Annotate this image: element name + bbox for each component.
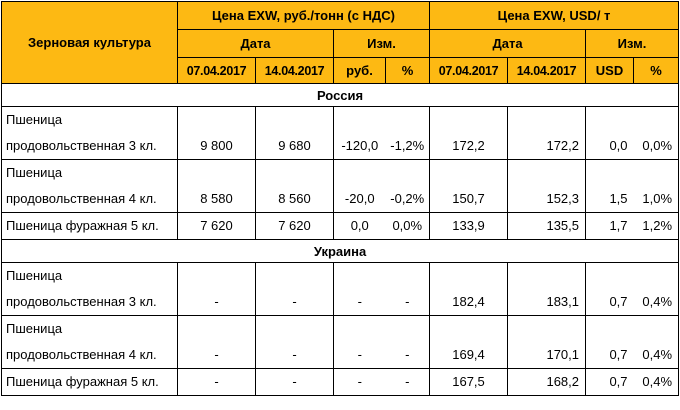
crop-name xyxy=(2,160,178,213)
header-change-usd: Изм. xyxy=(586,30,679,58)
crop-name-line2: продовольственная 4 кл. xyxy=(6,191,157,206)
price-rub-date1: - xyxy=(178,369,256,396)
change-usd-pct: 0,0% xyxy=(634,107,679,160)
change-usd: 1,5 xyxy=(586,160,634,213)
header-date2-usd: 14.04.2017 xyxy=(508,58,586,84)
price-rub-date1: 8 580 xyxy=(178,160,256,213)
section-heading: Россия xyxy=(2,84,679,107)
change-rub: - xyxy=(334,316,386,369)
crop-name-line1: Пшеница xyxy=(6,112,63,127)
change-usd-pct: 0,4% xyxy=(634,369,679,396)
change-usd-pct: 0,4% xyxy=(634,316,679,369)
change-usd: 1,7 xyxy=(586,213,634,240)
change-usd-pct: 1,0% xyxy=(634,160,679,213)
price-rub-date2: - xyxy=(256,316,334,369)
header-group-rub: Цена EXW, руб./тонн (с НДС) xyxy=(178,2,430,30)
header-date1-rub: 07.04.2017 xyxy=(178,58,256,84)
change-rub: -20,0 xyxy=(334,160,386,213)
header-date-rub: Дата xyxy=(178,30,334,58)
header-unit-rub: руб. xyxy=(334,58,386,84)
crop-name xyxy=(2,369,178,396)
header-change-rub: Изм. xyxy=(334,30,430,58)
price-usd-date2: 152,3 xyxy=(508,160,586,213)
table-row xyxy=(2,107,679,160)
price-rub-date2: - xyxy=(256,263,334,316)
crop-name-line1: Пшеница xyxy=(6,165,63,180)
crop-name-line2: продовольственная 4 кл. xyxy=(6,347,157,362)
change-usd-pct: 0,4% xyxy=(634,263,679,316)
price-usd-date2: 168,2 xyxy=(508,369,586,396)
price-usd-date1: 182,4 xyxy=(430,263,508,316)
change-rub: -120,0 xyxy=(334,107,386,160)
price-rub-date2: 9 680 xyxy=(256,107,334,160)
price-usd-date1: 169,4 xyxy=(430,316,508,369)
price-rub-date1: - xyxy=(178,316,256,369)
price-usd-date1: 167,5 xyxy=(430,369,508,396)
change-usd: 0,7 xyxy=(586,369,634,396)
price-usd-date2: 183,1 xyxy=(508,263,586,316)
crop-name xyxy=(2,213,178,240)
change-usd: 0,0 xyxy=(586,107,634,160)
change-rub-pct: -1,2% xyxy=(386,107,430,160)
table-row xyxy=(2,213,679,240)
price-rub-date2: - xyxy=(256,369,334,396)
price-usd-date2: 170,1 xyxy=(508,316,586,369)
price-rub-date2: 8 560 xyxy=(256,160,334,213)
header-culture: Зерновая культура xyxy=(2,2,178,84)
price-usd-date2: 135,5 xyxy=(508,213,586,240)
table-row xyxy=(2,369,679,396)
price-usd-date1: 172,2 xyxy=(430,107,508,160)
crop-name xyxy=(2,316,178,369)
price-rub-date1: 7 620 xyxy=(178,213,256,240)
header-unit-pct-rub: % xyxy=(386,58,430,84)
table-row xyxy=(2,160,679,213)
price-table xyxy=(1,1,679,396)
table-row xyxy=(2,316,679,369)
price-usd-date1: 150,7 xyxy=(430,160,508,213)
change-rub-pct: - xyxy=(386,316,430,369)
change-rub-pct: - xyxy=(386,263,430,316)
price-usd-date2: 172,2 xyxy=(508,107,586,160)
change-usd: 0,7 xyxy=(586,316,634,369)
header-date-usd: Дата xyxy=(430,30,586,58)
header-group-usd: Цена EXW, USD/ т xyxy=(430,2,679,30)
change-rub: - xyxy=(334,263,386,316)
change-rub-pct: - xyxy=(386,369,430,396)
price-rub-date1: 9 800 xyxy=(178,107,256,160)
crop-name-line1: Пшеница xyxy=(6,321,63,336)
header-unit-pct-usd: % xyxy=(634,58,679,84)
price-usd-date1: 133,9 xyxy=(430,213,508,240)
change-rub: 0,0 xyxy=(334,213,386,240)
change-rub-pct: -0,2% xyxy=(386,160,430,213)
crop-name-line1: Пшеница фуражная 5 кл. xyxy=(6,218,159,233)
change-usd: 0,7 xyxy=(586,263,634,316)
section-heading: Украина xyxy=(2,240,679,263)
price-rub-date2: 7 620 xyxy=(256,213,334,240)
crop-name xyxy=(2,263,178,316)
change-rub: - xyxy=(334,369,386,396)
header-date2-rub: 14.04.2017 xyxy=(256,58,334,84)
crop-name-line1: Пшеница xyxy=(6,268,63,283)
header-date1-usd: 07.04.2017 xyxy=(430,58,508,84)
table-row xyxy=(2,263,679,316)
change-rub-pct: 0,0% xyxy=(386,213,430,240)
crop-name-line1: Пшеница фуражная 5 кл. xyxy=(6,374,159,389)
change-usd-pct: 1,2% xyxy=(634,213,679,240)
crop-name xyxy=(2,107,178,160)
price-rub-date1: - xyxy=(178,263,256,316)
header-unit-usd: USD xyxy=(586,58,634,84)
crop-name-line2: продовольственная 3 кл. xyxy=(6,138,157,153)
crop-name-line2: продовольственная 3 кл. xyxy=(6,294,157,309)
